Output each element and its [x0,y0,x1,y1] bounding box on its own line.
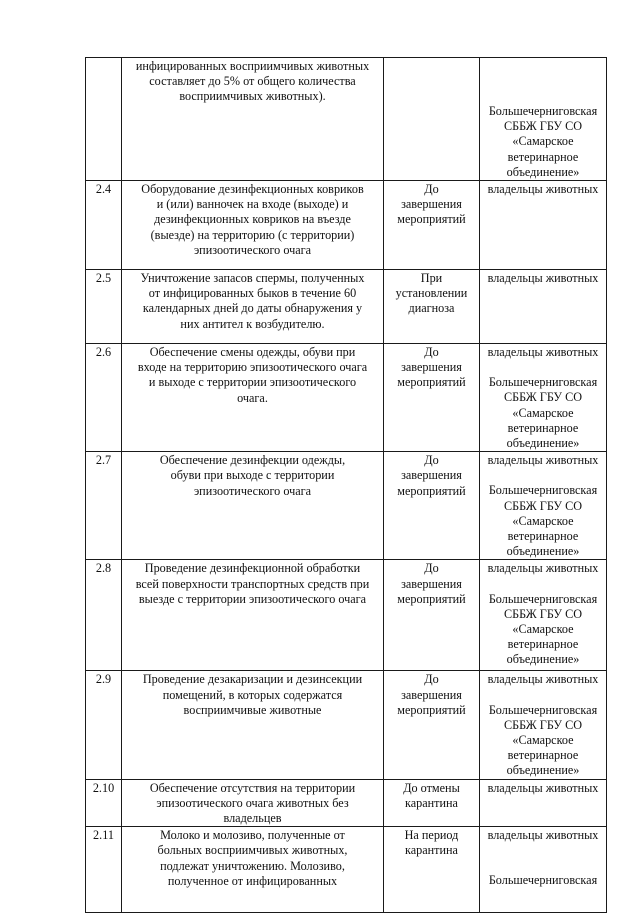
responsible-cell [480,181,607,270]
deadline-cell [384,270,480,344]
measure-cell [122,671,384,779]
measure-cell [122,270,384,344]
row-number: 2.5 [86,270,122,344]
row-number: 2.10 [86,779,122,827]
measure-text-line: помещений, в которых содержатся [162,687,343,702]
deadline-text-line: До [424,672,439,687]
deadline-cell [384,58,480,181]
measure-text-line: полученное от инфицированных [167,873,338,888]
deadline-cell [384,452,480,560]
responsible-text-line: владельцы животных [487,271,599,286]
row-number [86,58,122,181]
table-row [86,58,607,181]
measure-cell [122,181,384,270]
responsible-text-line: владельцы животных [487,345,599,360]
table-row [86,827,607,913]
responsible-text-line: Большечерниговская [488,483,598,498]
measure-text-line: и выходе с территории эпизоотического [148,375,357,390]
row-number: 2.9 [86,671,122,779]
deadline-text-line: диагноза [408,301,455,316]
deadline-cell [384,779,480,827]
responsible-text-line: владельцы животных [487,672,599,687]
measure-text-line: очага. [237,390,268,405]
deadline-text-line: До отмены [403,780,460,795]
responsible-text-line: владельцы животных [487,561,599,576]
responsible-text-line: владельцы животных [487,182,599,197]
measure-cell [122,779,384,827]
responsible-text-line: объединение» [506,763,580,778]
spacer [483,468,603,483]
measure-text-line: эпизоотического очага [193,242,312,257]
responsible-text-line: «Самарское [512,405,574,420]
responsible-cell [480,671,607,779]
deadline-text-line: До [424,182,439,197]
measure-text-line: от инфицированных быков в течение 60 [148,286,357,301]
deadline-text-line: завершения [401,687,462,702]
measure-text-line: (выезде) на территорию (с территории) [150,227,355,242]
responsible-text-line: объединение» [506,652,580,667]
responsible-text-line: владельцы животных [487,828,599,843]
spacer [483,74,603,89]
measure-cell [122,827,384,913]
spacer [483,577,603,592]
deadline-cell [384,344,480,452]
responsible-cell [480,827,607,913]
responsible-cell [480,560,607,671]
deadline-text-line: До [424,453,439,468]
responsible-text-line: ветеринарное [507,149,579,164]
table-row [86,671,607,779]
spacer [483,89,603,104]
deadline-text-line: завершения [401,576,462,591]
responsible-cell [480,344,607,452]
table-row [86,452,607,560]
deadline-cell [384,671,480,779]
measure-text-line: больных восприимчивых животных, [157,843,348,858]
responsible-text-line: ветеринарное [507,420,579,435]
deadline-cell [384,560,480,671]
measure-text-line: Уничтожение запасов спермы, полученных [140,271,365,286]
responsible-text-line: Большечерниговская [488,702,598,717]
measure-text-line: эпизоотического очага [193,483,312,498]
row-number: 2.7 [86,452,122,560]
deadline-text-line: мероприятий [397,483,466,498]
responsible-text-line: Большечерниговская [488,873,598,888]
deadline-text-line: До [424,561,439,576]
responsible-text-line: Большечерниговская [488,104,598,118]
row-number: 2.8 [86,560,122,671]
measure-text-line: владельцев [223,811,282,826]
deadline-text-line: мероприятий [397,591,466,606]
measure-text-line: восприимчивых животных). [179,89,326,104]
deadline-text-line: завершения [401,197,462,212]
measure-text-line: дезинфекционных ковриков на въезде [154,212,351,227]
measure-text-line: всей поверхности транспортных средств при [135,576,370,591]
responsible-text-line: владельцы животных [487,453,599,468]
measure-text-line: восприимчивые животные [183,702,322,717]
measure-cell [122,560,384,671]
deadline-text-line: мероприятий [397,212,466,227]
measure-text-line: них антител к возбудителю. [180,316,325,331]
responsible-text-line: СББЖ ГБУ СО [503,390,582,405]
responsible-text-line: объединение» [506,164,580,179]
measure-text-line: инфицированных восприимчивых животных [135,59,370,73]
table-row [86,270,607,344]
measure-text-line: Оборудование дезинфекционных ковриков [141,182,364,197]
table-row [86,560,607,671]
deadline-text-line: До [424,345,439,360]
table-row [86,779,607,827]
measure-text-line: входе на территорию эпизоотического очага [137,360,368,375]
responsible-text-line: СББЖ ГБУ СО [503,119,582,134]
table-row [86,181,607,270]
measure-text-line: эпизоотического очага животных без [156,795,349,810]
deadline-text-line: мероприятий [397,702,466,717]
spacer [483,59,603,74]
measure-text-line: Обеспечение смены одежды, обуви при [149,345,356,360]
responsible-cell [480,779,607,827]
responsible-text-line: «Самарское [512,134,574,149]
responsible-text-line: «Самарское [512,513,574,528]
measures-table-body [86,58,607,913]
measure-text-line: Молоко и молозиво, полученные от [160,828,345,843]
measure-text-line: обуви при выходе с территории [170,468,335,483]
measure-text-line: календарных дней до даты обнаружения у [142,301,363,316]
row-number: 2.6 [86,344,122,452]
responsible-text-line: «Самарское [512,622,574,637]
responsible-text-line: СББЖ ГБУ СО [503,606,582,621]
deadline-cell [384,181,480,270]
row-number: 2.11 [86,827,122,913]
measure-text-line: Проведение дезакаризации и дезинсекции [142,672,363,687]
responsible-text-line: Большечерниговская [488,375,598,390]
measure-text-line: и (или) ванночек на входе (выходе) и [156,197,349,212]
deadline-text-line: завершения [401,360,462,375]
row-number: 2.4 [86,181,122,270]
responsible-text-line: Большечерниговская [488,591,598,606]
measure-cell [122,58,384,181]
responsible-cell [480,452,607,560]
measure-cell [122,344,384,452]
measure-cell [122,452,384,560]
deadline-text-line: мероприятий [397,375,466,390]
measure-text-line: Проведение дезинфекционной обработки [144,561,361,576]
deadline-text-line: карантина [405,795,458,810]
measure-text-line: Обеспечение дезинфекции одежды, [159,453,346,468]
measure-text-line: составляет до 5% от общего количества [149,74,356,89]
responsible-text-line: СББЖ ГБУ СО [503,717,582,732]
measure-text-line: выезде с территории эпизоотического очага [138,591,367,606]
deadline-text-line: установлении [395,286,468,301]
responsible-cell [480,270,607,344]
spacer [483,688,603,703]
deadline-text-line: карантина [405,843,458,858]
responsible-text-line: владельцы животных [487,780,599,795]
spacer [483,858,603,873]
responsible-text-line: объединение» [506,436,580,451]
measure-text-line: Обеспечение отсутствия на территории [149,780,356,795]
deadline-text-line: При [420,271,443,286]
spacer [483,843,603,858]
deadline-text-line: На период [404,828,459,843]
deadline-cell [384,827,480,913]
responsible-text-line: ветеринарное [507,637,579,652]
deadline-text-line: завершения [401,468,462,483]
measures-table [85,57,607,913]
responsible-text-line: «Самарское [512,733,574,748]
responsible-text-line: ветеринарное [507,529,579,544]
responsible-cell [480,58,607,181]
responsible-text-line: СББЖ ГБУ СО [503,498,582,513]
spacer [483,360,603,375]
responsible-text-line: объединение» [506,544,580,559]
measure-text-line: подлежат уничтожению. Молозиво, [160,858,345,873]
table-row [86,344,607,452]
responsible-text-line: ветеринарное [507,748,579,763]
